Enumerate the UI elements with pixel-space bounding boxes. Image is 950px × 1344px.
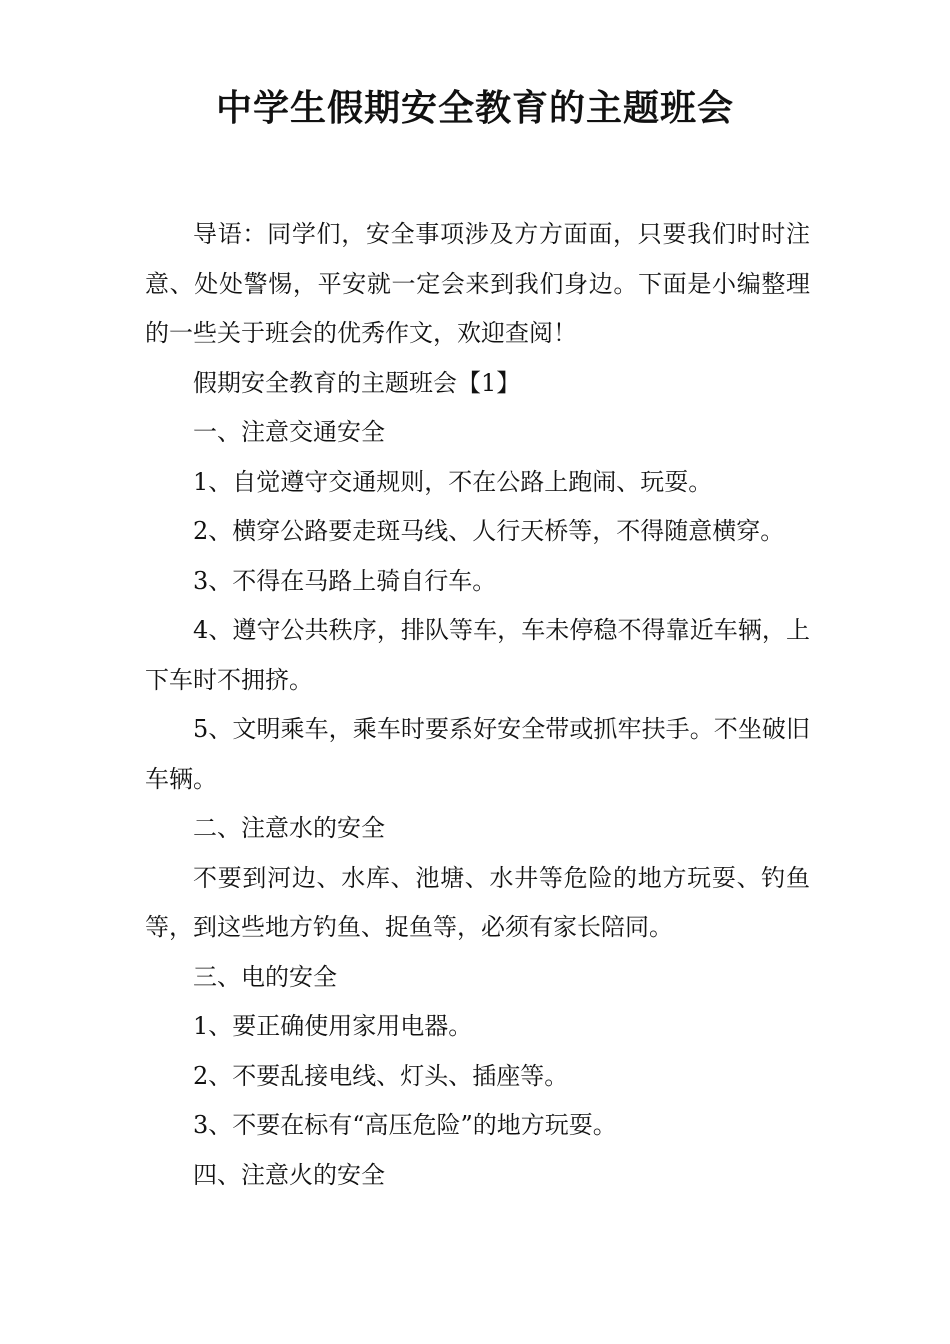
list-item: 1、自觉遵守交通规则，不在公路上跑闹、玩耍。 bbox=[193, 467, 713, 496]
list-item: 1、要正确使用家用电器。 bbox=[193, 1012, 473, 1040]
document-title: 中学生假期安全教育的主题班会 bbox=[215, 88, 734, 129]
body-paragraph: 不要到河边、水库、池塘、水井等危险的地方玩耍、钓鱼等，到这些地方钓鱼、捉鱼等，必须有家长陪同。 bbox=[145, 863, 810, 941]
list-item: 2、不要乱接电线、灯头、插座等。 bbox=[193, 1061, 569, 1090]
list-item: 3、不要在标有“高压危险”的地方玩耍。 bbox=[193, 1111, 617, 1139]
list-item: 2、横穿公路要走斑马线、人行天桥等，不得随意横穿。 bbox=[193, 517, 785, 545]
list-item: 5、文明乘车，乘车时要系好安全带或抓牢扶手。不坐破旧车辆。 bbox=[145, 715, 810, 793]
subheading-fire-safety: 四、注意火的安全 bbox=[193, 1160, 385, 1189]
subheading-electric-safety: 三、电的安全 bbox=[193, 962, 337, 991]
section-heading-1: 假期安全教育的主题班会【1】 bbox=[193, 368, 521, 397]
intro-paragraph: 导语：同学们，安全事项涉及方方面面，只要我们时时注意、处处警惕，平安就一定会来到我们身边。下面是小编整理的一些关于班会的优秀作文，欢迎查阅！ bbox=[145, 220, 810, 347]
list-item: 3、不得在马路上骑自行车。 bbox=[193, 566, 497, 595]
list-item: 4、遵守公共秩序，排队等车，车未停稳不得靠近车辆，上下车时不拥挤。 bbox=[145, 616, 810, 694]
document-body bbox=[145, 210, 810, 1200]
subheading-water-safety: 二、注意水的安全 bbox=[193, 814, 385, 842]
subheading-traffic-safety: 一、注意交通安全 bbox=[193, 418, 385, 446]
